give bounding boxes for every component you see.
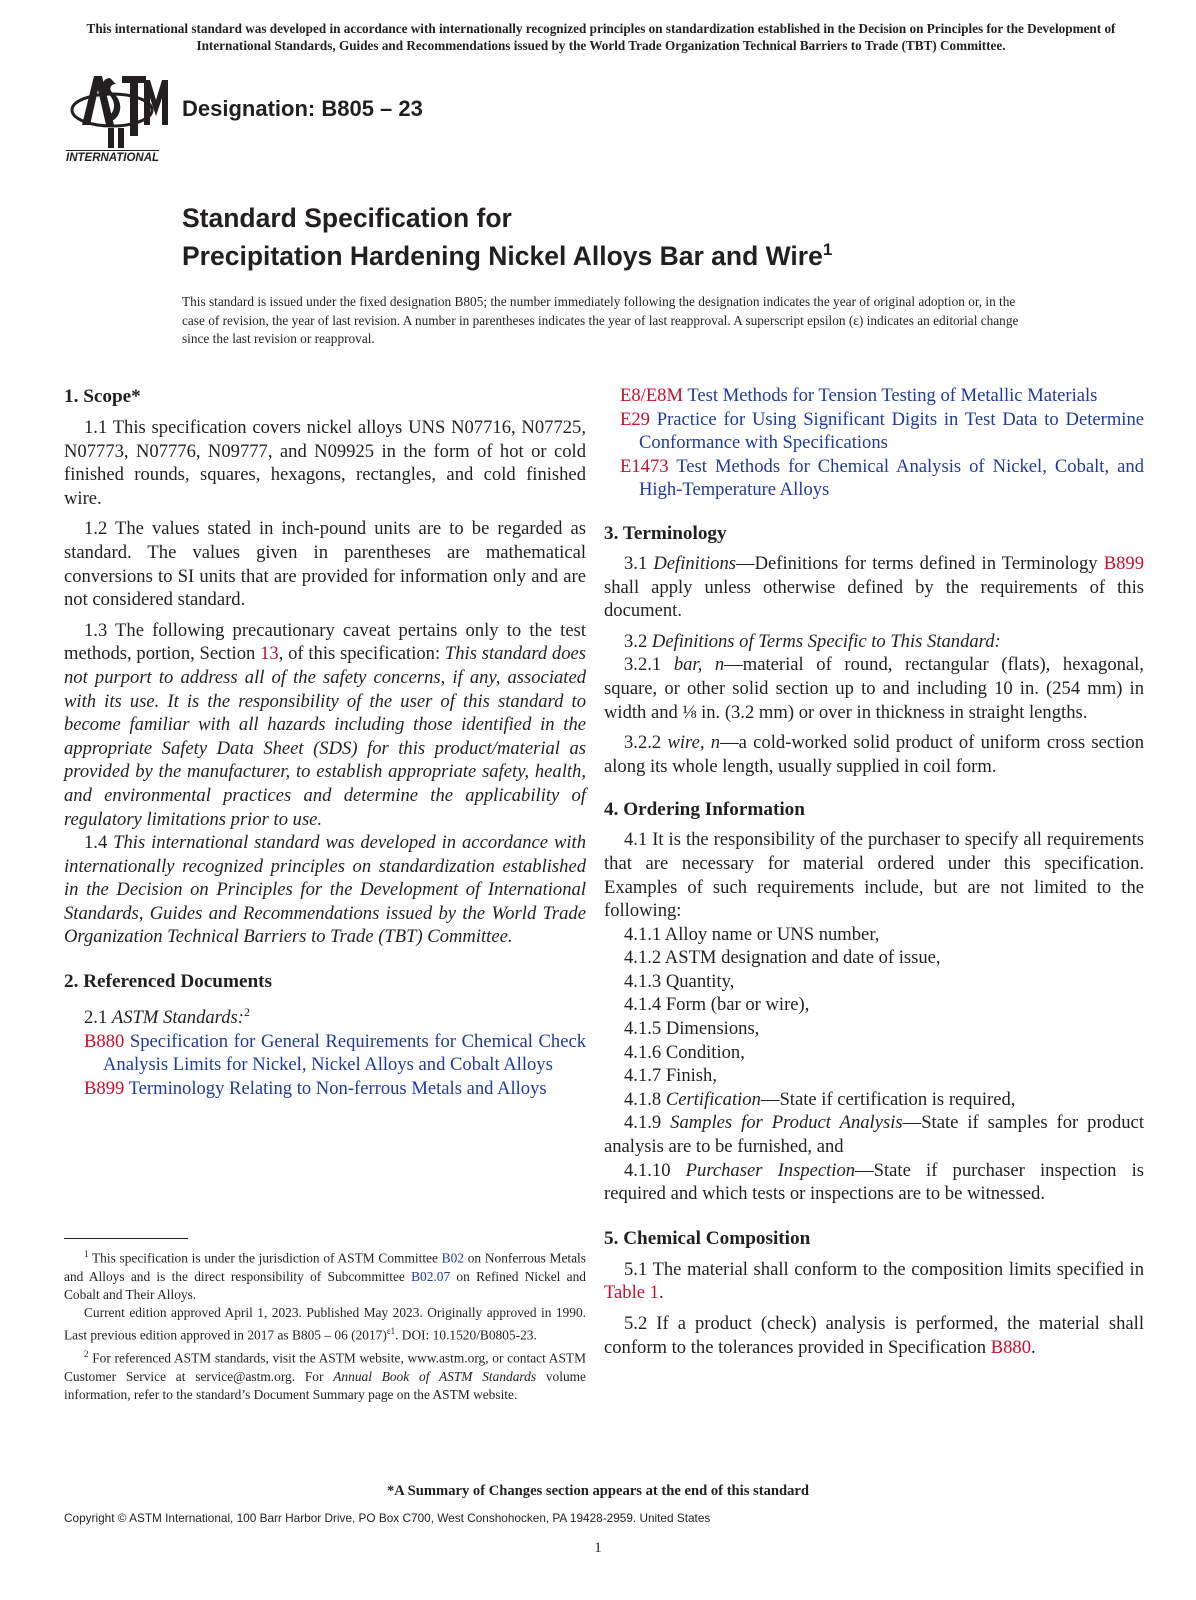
copyright: Copyright © ASTM International, 100 Barr Harbor Drive, PO Box C700, West Conshohocken, PA 19428-2959. United States	[64, 1511, 711, 1525]
designation: Designation: B805 – 23	[182, 96, 423, 121]
item-text: —State if purchaser inspection is required and which tests or inspections are to be witnessed.	[604, 1159, 1145, 1205]
left-column	[64, 384, 586, 1101]
ref-b899[interactable]	[64, 1077, 586, 1101]
para-3-1-num: 3.1	[624, 552, 654, 574]
para-5-1-end: .	[658, 1282, 664, 1304]
edition-text: Current edition approved April 1, 2023. Published May 2023. Originally approved in 1990. Last previous edition approved in 2017 as B805 – 06 (2017)	[64, 1305, 586, 1343]
list-item: 4.1.1 Alloy name or UNS number,	[624, 923, 880, 945]
list-item: 4.1.3 Quantity,	[624, 970, 735, 992]
para-3-2-1	[604, 653, 1144, 724]
para-1-3	[64, 619, 586, 831]
epsilon-mark: ε1	[386, 1326, 396, 1337]
ref-code[interactable]: E1473	[620, 455, 669, 477]
table-1-link[interactable]: Table 1	[604, 1282, 659, 1304]
list-item: 4.1.7 Finish,	[624, 1065, 717, 1087]
para-1-3-text: 1.3 The following precautionary caveat pertains only to the test methods, portion, Section	[64, 619, 586, 665]
para-1-2: 1.2 The values stated in inch-pound units are to be regarded as standard. The values given in parentheses are mathematical conversions to SI units that are provided for information only and are not considered standard.	[64, 518, 586, 611]
ref-title[interactable]: Practice for Using Significant Digits in Test Data to Determine Conformance with Specifications	[639, 408, 1144, 454]
para-3-2-num: 3.2	[624, 630, 652, 652]
astm-standards-label: ASTM Standards:	[111, 1007, 244, 1029]
footnote-2-text: For referenced ASTM standards, visit the ASTM website, www.astm.org, or contact ASTM Customer Service at service@astm.org. For	[64, 1350, 586, 1384]
ref-code[interactable]: E29	[620, 408, 650, 430]
wto-notice: This international standard was developed in accordance with internationally recognized principles on standardization established in the Decision on Principles for the Development of International Standards, Guides and Recommendations issued by the World Trade Organization Technical Barriers to Trade (TBT) Committee.	[86, 21, 1116, 53]
logo-international-text: INTERNATIONAL	[66, 152, 160, 164]
right-column	[604, 384, 1145, 1359]
footnote-2-text-b: volume information, refer to the standard’s Document Summary page on the ASTM website.	[64, 1368, 586, 1402]
footnote-1-mark: 1	[84, 1249, 89, 1259]
para-1-4	[64, 831, 586, 949]
page-number: 1	[594, 1540, 602, 1556]
para-3-1-text: —Definitions for terms defined in Terminology	[736, 552, 1104, 574]
ref-e8[interactable]	[620, 384, 1144, 408]
para-5-2-end: .	[1031, 1336, 1036, 1358]
para-1-3-text-b: , of this specification:	[278, 643, 445, 665]
para-1-4-num: 1.4	[84, 832, 114, 854]
section-heading-referenced-documents: 2. Referenced Documents	[64, 971, 272, 993]
list-item-samples	[604, 1111, 1144, 1158]
item-num: 4.1.8	[624, 1088, 666, 1110]
title-line-2	[182, 234, 832, 272]
wire-definition: —a cold-worked solid product of uniform cross section along its whole length, usually supplied in coil form.	[604, 732, 1144, 777]
para-3-2-2	[604, 731, 1144, 778]
item-term: Samples for Product Analysis	[670, 1112, 903, 1134]
summary-of-changes-note: *A Summary of Changes section appears at the end of this standard	[386, 1483, 810, 1499]
astm-logo	[64, 70, 168, 170]
ref-e1473[interactable]	[620, 455, 1144, 502]
list-item: 4.1.5 Dimensions,	[624, 1018, 760, 1040]
item-text: —State if certification is required,	[760, 1088, 1016, 1110]
section-13-link[interactable]: 13	[260, 643, 279, 665]
para-2-1	[64, 1001, 586, 1030]
list-item: 4.1.4 Form (bar or wire),	[624, 994, 810, 1016]
issue-note: This standard is issued under the fixed designation B805; the number immediately following the designation indicates the year of original adoption or, in the case of revision, the year of last revision. A number in parentheses indicates the year of last reapproval. A superscript epsilon (ε) indicates an editorial change since the last revision or reapproval.	[182, 294, 1019, 346]
b899-link[interactable]: B899	[1103, 552, 1144, 574]
doi-text: . DOI: 10.1520/B0805-23.	[395, 1327, 537, 1343]
footnote-1-text: This specification is under the jurisdiction of ASTM Committee	[88, 1250, 442, 1266]
para-3-2-1-num: 3.2.1	[624, 654, 674, 676]
annual-book-title: Annual Book of ASTM Standards	[333, 1368, 537, 1384]
ref-title[interactable]: Specification for General Requirements for Chemical Check Analysis Limits for Nickel, Nickel Alloys and Cobalt Alloys	[103, 1030, 586, 1076]
committee-b02-link[interactable]: B02	[441, 1250, 464, 1266]
item-term: Purchaser Inspection	[685, 1159, 856, 1181]
title-line-2-text: Precipitation Hardening Nickel Alloys Bar and Wire	[182, 240, 823, 271]
item-term: Certification	[665, 1088, 761, 1110]
para-5-1-text: 5.1 The material shall conform to the composition limits specified in	[624, 1258, 1144, 1280]
footnote-2	[64, 1345, 586, 1404]
subcommittee-b02-07-link[interactable]: B02.07	[411, 1268, 451, 1284]
para-5-2	[604, 1312, 1144, 1359]
item-text: —State if samples for product analysis are to be furnished, and	[604, 1112, 1144, 1158]
ref-title[interactable]: Test Methods for Tension Testing of Metallic Materials	[683, 385, 1098, 406]
list-item: 4.1.2 ASTM designation and date of issue,	[624, 947, 941, 969]
footnote-1	[64, 1245, 586, 1304]
document-title	[182, 202, 832, 272]
footnote-1-text-b: on Nonferrous Metals and Alloys and is the direct responsibility of Subcommittee	[64, 1250, 586, 1284]
ref-b880[interactable]	[64, 1030, 586, 1077]
wto-statement: This international standard was developed in accordance with internationally recognized principles on standardization established in the Decision on Principles for the Development of International Standards, Guides and Recommendations issued by the World Trade Organization Technical Barriers to Trade (TBT) Committee.	[64, 832, 587, 948]
term-specific: Definitions of Terms Specific to This Standard:	[651, 630, 1001, 652]
para-4-1: 4.1 It is the responsibility of the purchaser to specify all requirements that are necessary for material ordered under this specification. Examples of such requirements include, but are not limited to the following:	[604, 829, 1144, 922]
ordering-list	[604, 923, 1145, 1206]
footnote-2-mark: 2	[84, 1348, 89, 1359]
para-5-1	[604, 1258, 1144, 1305]
term-bar: bar, n	[673, 654, 725, 676]
footnote-divider	[64, 1238, 188, 1239]
section-heading-scope: 1. Scope*	[64, 386, 141, 407]
list-item: 4.1.6 Condition,	[624, 1041, 745, 1063]
ref-e29[interactable]	[620, 408, 1144, 455]
ref-code[interactable]: B880	[84, 1030, 125, 1052]
ref-title[interactable]: Test Methods for Chemical Analysis of Nickel, Cobalt, and High-Temperature Alloys	[639, 455, 1144, 501]
item-num: 4.1.10	[624, 1159, 686, 1181]
safety-caveat: This standard does not purport to address all of the safety concerns, if any, associated with its use. It is the responsibility of the user of this standard to become familiar with all hazards including those identified in the appropriate Safety Data Sheet (SDS) for this product/material as provided by the manufacturer, to establish appropriate safety, health, and environmental practices and determine the applicability of regulatory limitations prior to use.	[64, 643, 587, 830]
ref-code[interactable]: B899	[84, 1078, 125, 1100]
list-item-certification	[604, 1088, 1144, 1112]
para-3-2-2-num: 3.2.2	[624, 732, 668, 754]
para-1-1: 1.1 This specification covers nickel alloys UNS N07716, N07725, N07773, N07776, N09777, and N09925 in the form of hot or cold finished rounds, squares, hexagons, rectangles, and cold finished wire.	[64, 417, 586, 509]
ref-code[interactable]: E8/E8M	[620, 385, 684, 406]
footnote-2-mark[interactable]: 2	[243, 1005, 250, 1020]
term-wire: wire, n	[667, 732, 721, 754]
list-item-inspection	[604, 1159, 1144, 1206]
footnotes	[64, 1245, 586, 1404]
footnote-1-edition	[64, 1304, 586, 1345]
para-3-1-text-b: shall apply unless otherwise defined by the requirements of this document.	[604, 576, 1144, 622]
ref-title[interactable]: Terminology Relating to Non-ferrous Metals and Alloys	[124, 1078, 547, 1100]
para-3-2	[604, 630, 1144, 654]
title-footnote-mark[interactable]: 1	[822, 240, 833, 259]
title-line-1: Standard Specification for	[182, 203, 512, 233]
para-3-1	[604, 552, 1144, 623]
section-heading-terminology: 3. Terminology	[604, 522, 727, 544]
para-2-1-num: 2.1	[84, 1007, 112, 1029]
section-heading-ordering: 4. Ordering Information	[604, 799, 805, 821]
b880-link[interactable]: B880	[990, 1336, 1032, 1358]
para-5-2-text: 5.2 If a product (check) analysis is performed, the material shall conform to the tolerances provided in Specification	[604, 1313, 1144, 1358]
item-num: 4.1.9	[624, 1112, 671, 1134]
term-definitions: Definitions	[653, 552, 737, 574]
section-heading-chemical: 5. Chemical Composition	[604, 1227, 811, 1249]
bar-definition: —material of round, rectangular (flats), hexagonal, square, or other solid section up to and including 10 in. (254 mm) in width and ⅛ in. (3.2 mm) or over in thickness in straight lengths.	[604, 654, 1144, 723]
footnote-1-text-c: on Refined Nickel and Cobalt and Their Alloys.	[64, 1268, 586, 1302]
